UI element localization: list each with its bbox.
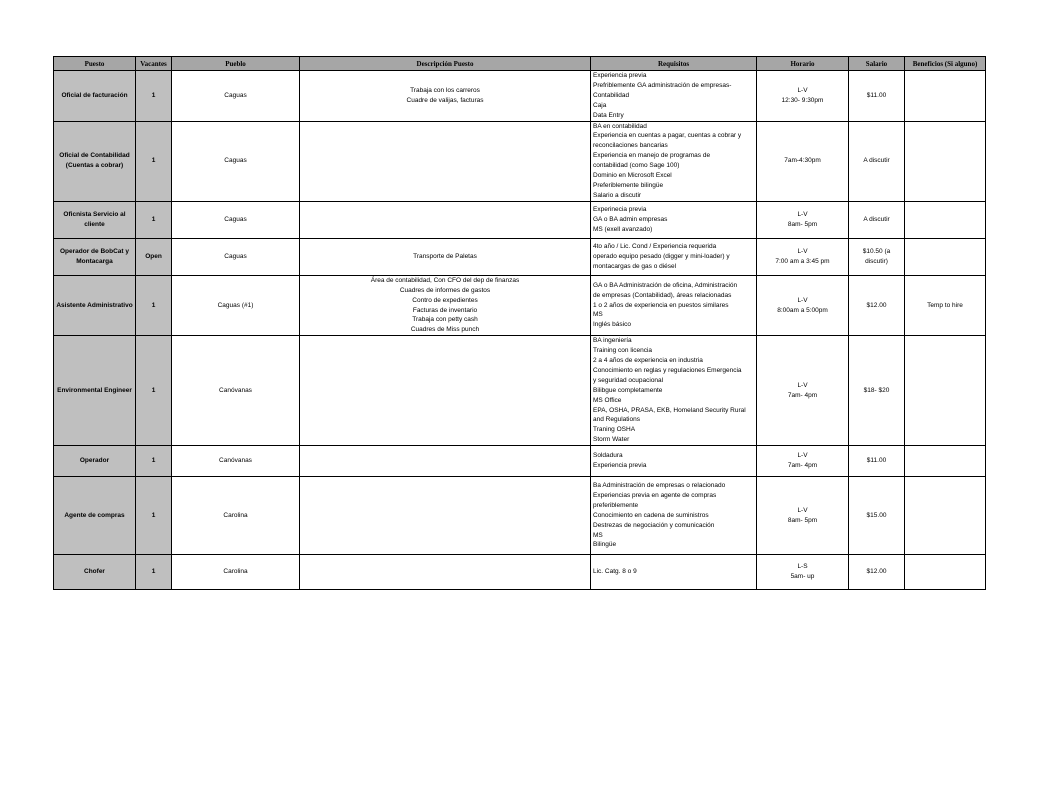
requirements-line: MS	[593, 311, 603, 319]
requirements-line: Experiencias previa en agente de compras	[593, 491, 717, 499]
vacancies-cell: 1	[136, 555, 172, 590]
schedule-line: 7:00 am a 3:45 pm	[775, 257, 830, 265]
requirements-line: Conocimiento en cadena de suministros	[593, 511, 709, 519]
requirements-line: Experinecia previa	[593, 205, 647, 213]
table-body	[54, 71, 986, 590]
requirements-cell	[591, 121, 757, 201]
vacancies-cell: 1	[136, 121, 172, 201]
requirements-line: Soldadura	[593, 452, 623, 460]
requirements-line: de empresas (Contabilidad), áreas relacionadas	[593, 291, 732, 299]
town-cell: Canóvanas	[172, 446, 300, 477]
benefits-cell	[905, 555, 986, 590]
schedule-line: 5am- up	[790, 573, 815, 581]
job-title-cell	[54, 555, 136, 590]
table-header-row	[54, 57, 986, 71]
schedule-line: 12:30- 9:30pm	[781, 96, 824, 104]
requirements-line: 4to año / Lic. Cond / Experiencia requerida	[593, 242, 717, 250]
schedule-cell	[757, 336, 849, 446]
schedule-line: L-V	[797, 296, 808, 304]
salary-line: $15.00	[866, 511, 887, 519]
description-cell	[300, 336, 591, 446]
schedule-line: L-S	[797, 563, 808, 571]
town-cell: Caguas	[172, 201, 300, 238]
requirements-line: Lic. Catg. 8 o 9	[593, 568, 637, 576]
job-title-line: Agente de compras	[64, 511, 125, 519]
requirements-line: Experiencia previa	[593, 72, 647, 79]
job-title-cell	[54, 238, 136, 275]
header-pueblo: Pueblo	[172, 57, 300, 71]
description-line: Transporte de Paletas	[413, 252, 477, 260]
table-row	[54, 555, 986, 590]
salary-line: A discutir	[863, 157, 890, 165]
requirements-line: Destrezas de negociación y comunicación	[593, 521, 715, 529]
schedule-line: 7am- 4pm	[787, 462, 818, 470]
requirements-line: BA en contabilidad	[593, 122, 647, 130]
schedule-cell	[757, 238, 849, 275]
description-cell	[300, 555, 591, 590]
benefits-cell: Temp to hire	[905, 275, 986, 335]
schedule-cell	[757, 555, 849, 590]
description-cell	[300, 201, 591, 238]
vacancies-cell: Open	[136, 238, 172, 275]
schedule-cell	[757, 201, 849, 238]
description-line: Facturas de inventario	[412, 306, 478, 314]
schedule-line: 8:00am a 5:00pm	[777, 306, 828, 314]
vacancies-cell: 1	[136, 446, 172, 477]
schedule-line: 8am- 5pm	[787, 220, 818, 228]
salary-line: $11.00	[866, 91, 887, 99]
schedule-cell	[757, 71, 849, 122]
salary-line: $10.50 (a	[862, 247, 891, 255]
job-title-line: Operador	[79, 457, 110, 465]
requirements-line: GA o BA Administración de oficina, Administración	[593, 281, 738, 289]
header-vacantes: Vacantes	[136, 57, 172, 71]
town-cell: Caguas (#1)	[172, 275, 300, 335]
schedule-cell	[757, 275, 849, 335]
table-row	[54, 121, 986, 201]
benefits-cell	[905, 71, 986, 122]
requirements-line: contabilidad (como Sage 100)	[593, 162, 680, 170]
job-title-line: cliente	[84, 220, 105, 228]
requirements-line: Conocimiento en reglas y regulaciones Emergencia	[593, 366, 742, 374]
requirements-line: reconcilaciones bancarias	[593, 142, 668, 150]
description-line: Contro de expedientes	[412, 296, 478, 304]
benefits-cell	[905, 238, 986, 275]
salary-cell	[849, 555, 905, 590]
job-title-line: Oficnista Servicio al	[63, 210, 126, 218]
benefits-cell	[905, 121, 986, 201]
header-salario: Salario	[849, 57, 905, 71]
requirements-cell	[591, 555, 757, 590]
job-title-cell	[54, 201, 136, 238]
requirements-line: preferiblemente	[593, 501, 639, 509]
description-cell	[300, 121, 591, 201]
requirements-line: MS	[593, 531, 603, 539]
schedule-line: L-V	[797, 86, 808, 94]
job-title-cell	[54, 71, 136, 122]
requirements-line: Training con licencia	[593, 347, 653, 355]
schedule-line: L-V	[797, 247, 808, 255]
salary-line: $18- $20	[863, 386, 890, 394]
requirements-line: 1 o 2 años de experiencia en puestos similares	[593, 301, 729, 309]
benefits-cell	[905, 446, 986, 477]
requirements-line: GA o BA admin empresas	[593, 215, 668, 223]
requirements-cell	[591, 275, 757, 335]
salary-line: discutir)	[865, 257, 888, 265]
vacancies-cell: 1	[136, 477, 172, 555]
requirements-line: Preferiblemente bilingüe	[593, 181, 664, 189]
town-cell: Canóvanas	[172, 336, 300, 446]
table-row	[54, 275, 986, 335]
vacancies-cell: 1	[136, 275, 172, 335]
requirements-line: Traning OSHA	[593, 426, 636, 434]
schedule-line: L-V	[797, 381, 808, 389]
job-openings-table	[53, 56, 986, 590]
table-row	[54, 201, 986, 238]
description-cell	[300, 446, 591, 477]
description-line: Cuadres de informes de gastos	[399, 286, 491, 294]
header-descripcion: Descripción Puesto	[300, 57, 591, 71]
schedule-line: 7am- 4pm	[787, 391, 818, 399]
requirements-cell	[591, 446, 757, 477]
description-cell	[300, 477, 591, 555]
job-title-line: Oficial de facturación	[61, 91, 128, 99]
requirements-line: Caja	[593, 101, 607, 109]
schedule-cell	[757, 121, 849, 201]
requirements-cell	[591, 336, 757, 446]
town-cell: Caguas	[172, 71, 300, 122]
job-title-line: (Cuentas a cobrar)	[65, 162, 124, 170]
benefits-cell	[905, 477, 986, 555]
requirements-line: EPA, OSHA, PRASA, EKB, Homeland Security Rural	[593, 406, 746, 414]
salary-line: $11.00	[866, 457, 887, 465]
job-title-cell	[54, 446, 136, 477]
salary-cell	[849, 71, 905, 122]
job-title-line: Oficial de Contabilidad	[59, 152, 130, 160]
requirements-line: Storm Water	[593, 436, 630, 444]
requirements-line: Experiencia en manejo de programas de	[593, 152, 711, 160]
vacancies-cell: 1	[136, 71, 172, 122]
schedule-line: 7am-4:30pm	[784, 157, 821, 165]
salary-cell	[849, 336, 905, 446]
schedule-cell	[757, 446, 849, 477]
job-title-line: Environmental Engineer	[57, 386, 132, 394]
job-title-cell	[54, 477, 136, 555]
salary-cell	[849, 238, 905, 275]
town-cell: Caguas	[172, 238, 300, 275]
description-cell	[300, 275, 591, 335]
requirements-cell	[591, 71, 757, 122]
requirements-line: Salario a discutir	[593, 191, 642, 199]
job-title-cell	[54, 275, 136, 335]
header-requisitos: Requisitos	[591, 57, 757, 71]
job-title-cell	[54, 336, 136, 446]
schedule-line: L-V	[797, 452, 808, 460]
town-cell: Caguas	[172, 121, 300, 201]
requirements-line: Prefriblemente GA administración de empresas-	[593, 81, 732, 89]
description-cell	[300, 238, 591, 275]
requirements-line: Bilingüe	[593, 541, 617, 549]
table-row	[54, 238, 986, 275]
requirements-line: Data Entry	[593, 111, 624, 119]
requirements-line: operado equipo pesado (digger y mini-loader) y	[593, 252, 730, 260]
header-horario: Horario	[757, 57, 849, 71]
schedule-cell	[757, 477, 849, 555]
requirements-line: 2 a 4 años de experiencia en industria	[593, 357, 703, 365]
job-title-line: Asistente Administrativo	[56, 301, 133, 309]
benefits-cell	[905, 336, 986, 446]
salary-line: $12.00	[866, 301, 887, 309]
requirements-line: BA ingeniería	[593, 337, 632, 345]
description-line: Cuadre de valijas, facturas	[406, 96, 484, 104]
requirements-line: and Regulations	[593, 416, 640, 424]
requirements-line: Ba Administración de empresas o relacionado	[593, 482, 726, 490]
salary-cell	[849, 477, 905, 555]
description-line: Cuadres de Miss punch	[410, 326, 480, 334]
benefits-cell	[905, 201, 986, 238]
vacancies-cell: 1	[136, 201, 172, 238]
requirements-line: y seguridad ocupacional	[593, 376, 664, 384]
requirements-line: Dominio en Microsoft Excel	[593, 172, 672, 180]
table-row	[54, 71, 986, 122]
job-title-line: Montacarga	[76, 257, 113, 265]
description-line: Trabaja con petty cash	[412, 316, 478, 324]
salary-line: $12.00	[866, 568, 887, 576]
table-row	[54, 336, 986, 446]
description-line: Área de contabilidad, Con CFO del dep de finanzas	[370, 276, 520, 284]
salary-cell	[849, 121, 905, 201]
requirements-line: Contabilidad	[593, 91, 630, 99]
requirements-cell	[591, 238, 757, 275]
requirements-cell	[591, 477, 757, 555]
requirements-line: MS (exell avanzado)	[593, 225, 653, 233]
job-title-line: Chofer	[84, 568, 105, 576]
salary-cell	[849, 275, 905, 335]
description-cell	[300, 71, 591, 122]
vacancies-cell: 1	[136, 336, 172, 446]
requirements-line: montacargas de gas o diésel	[593, 262, 677, 270]
requirements-cell	[591, 201, 757, 238]
table-row	[54, 477, 986, 555]
header-beneficios: Beneficios (Si alguno)	[905, 57, 986, 71]
town-cell: Carolina	[172, 477, 300, 555]
description-line: Trabaja con los carreros	[410, 86, 480, 94]
table-row	[54, 446, 986, 477]
job-title-cell	[54, 121, 136, 201]
requirements-line: Experiencia previa	[593, 462, 647, 470]
schedule-line: L-V	[797, 506, 808, 514]
salary-cell	[849, 201, 905, 238]
schedule-line: L-V	[797, 210, 808, 218]
requirements-line: MS Office	[593, 396, 622, 404]
requirements-line: Bilibgue completamente	[593, 386, 663, 394]
job-title-line: Operador de BobCat y	[60, 247, 129, 255]
salary-line: A discutir	[863, 215, 890, 223]
requirements-line: Experiencia en cuentas a pagar, cuentas a cobrar y	[593, 132, 742, 140]
requirements-line: Inglés básico	[593, 321, 631, 329]
salary-cell	[849, 446, 905, 477]
header-puesto: Puesto	[54, 57, 136, 71]
schedule-line: 8am- 5pm	[787, 516, 818, 524]
town-cell: Carolina	[172, 555, 300, 590]
